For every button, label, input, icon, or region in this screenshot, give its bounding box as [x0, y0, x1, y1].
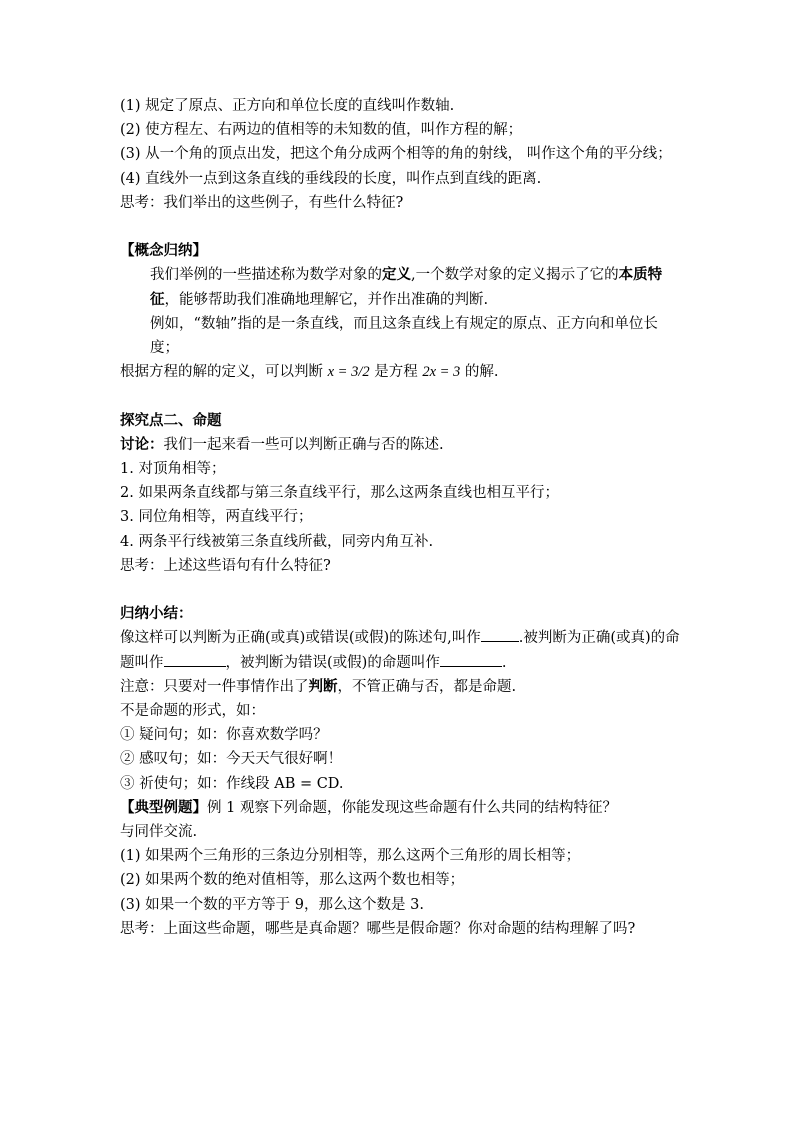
proposition-item-3: (3) 如果一个数的平方等于 9，那么这个数是 3.: [120, 896, 424, 913]
summary-heading: 归纳小结：: [120, 605, 193, 623]
statement-item-2: 2. 如果两条直线都与第三条直线平行，那么这两条直线也相互平行；: [120, 485, 559, 502]
example-item-2: (2) 使方程左、右两边的值相等的未知数的值，叫作方程的解；: [120, 122, 523, 139]
proposition-item-1: (1) 如果两个三角形的三条边分别相等，那么这两个三角形的周长相等；: [120, 848, 581, 865]
concept-paragraph-1: 我们举例的一些描述称为数学对象的定义,一个数学对象的定义揭示了它的本质特征，能够帮助我们准确地理解它，并作出准确的判断.: [150, 266, 663, 308]
form-item-1: ① 疑问句；如：你喜欢数学吗？: [120, 727, 328, 744]
think-question-2: 思考：上述这些语句有什么特征?: [120, 557, 331, 574]
concept-paragraph-2: 例如，“数轴”指的是一条直线，而且这条直线上有规定的原点、正方向和单位长度；: [150, 315, 658, 357]
example-intro: 【典型例题】例 1 观察下列命题，你能发现这些命题有什么共同的结构特征？: [120, 798, 617, 816]
note-line: 注意：只要对一件事情作出了判断，不管正确与否，都是命题.: [120, 677, 517, 695]
statement-item-4: 4. 两条平行线被第三条直线所截，同旁内角互补.: [120, 533, 434, 550]
concept-paragraph-3: 根据方程的解的定义，可以判断 x = 3/2 是方程 2x = 3 的解.: [120, 364, 499, 381]
answer-blank-1[interactable]: [481, 627, 519, 642]
statement-item-3: 3. 同位角相等，两直线平行；: [120, 509, 313, 526]
form-item-2: ② 感叹句；如：今天天气很好啊！: [120, 751, 343, 768]
definition-examples: [120, 94, 680, 215]
example-item-4: (4) 直线外一点到这条直线的垂线段的长度，叫作点到直线的距离.: [120, 170, 542, 187]
example-item-3: (3) 从一个角的顶点出发，把这个角分成两个相等的角的射线， 叫作这个角的平分线；: [120, 146, 672, 163]
example-section: [120, 796, 680, 941]
document-page: [120, 94, 680, 941]
summary-section: [120, 602, 680, 796]
concept-heading: 【概念归纳】: [120, 242, 207, 260]
summary-fill-in: 像这样可以判断为正确(或真)或错误(或假)的陈述句,叫作 .被判断为正确(或真)的命题叫作 ，被判断为错误(或假)的命题叫作 .: [120, 626, 680, 674]
statement-item-1: 1. 对顶角相等；: [120, 461, 226, 478]
example-item-1: (1) 规定了原点、正方向和单位长度的直线叫作数轴.: [120, 98, 455, 114]
example-intro-2: 与同伴交流.: [120, 824, 198, 841]
answer-blank-2[interactable]: [164, 652, 226, 667]
non-proposition-intro: 不是命题的形式，如：: [120, 703, 265, 720]
think-question-3: 思考：上面这些命题，哪些是真命题？哪些是假命题？你对命题的结构理解了吗?: [120, 920, 636, 937]
concept-section: [120, 239, 680, 384]
answer-blank-3[interactable]: [440, 652, 502, 667]
explore-heading: 探究点二、命题: [120, 411, 222, 429]
think-question-1: 思考：我们举出的这些例子，有些什么特征?: [120, 194, 404, 211]
proposition-item-2: (2) 如果两个数的绝对值相等，那么这两个数也相等；: [120, 872, 465, 889]
proposition-section: [120, 409, 680, 578]
form-item-3: ③ 祈使句；如：作线段 AB = CD.: [120, 775, 344, 792]
discussion-line: 讨论：我们一起来看一些可以判断正确与否的陈述.: [120, 435, 444, 453]
